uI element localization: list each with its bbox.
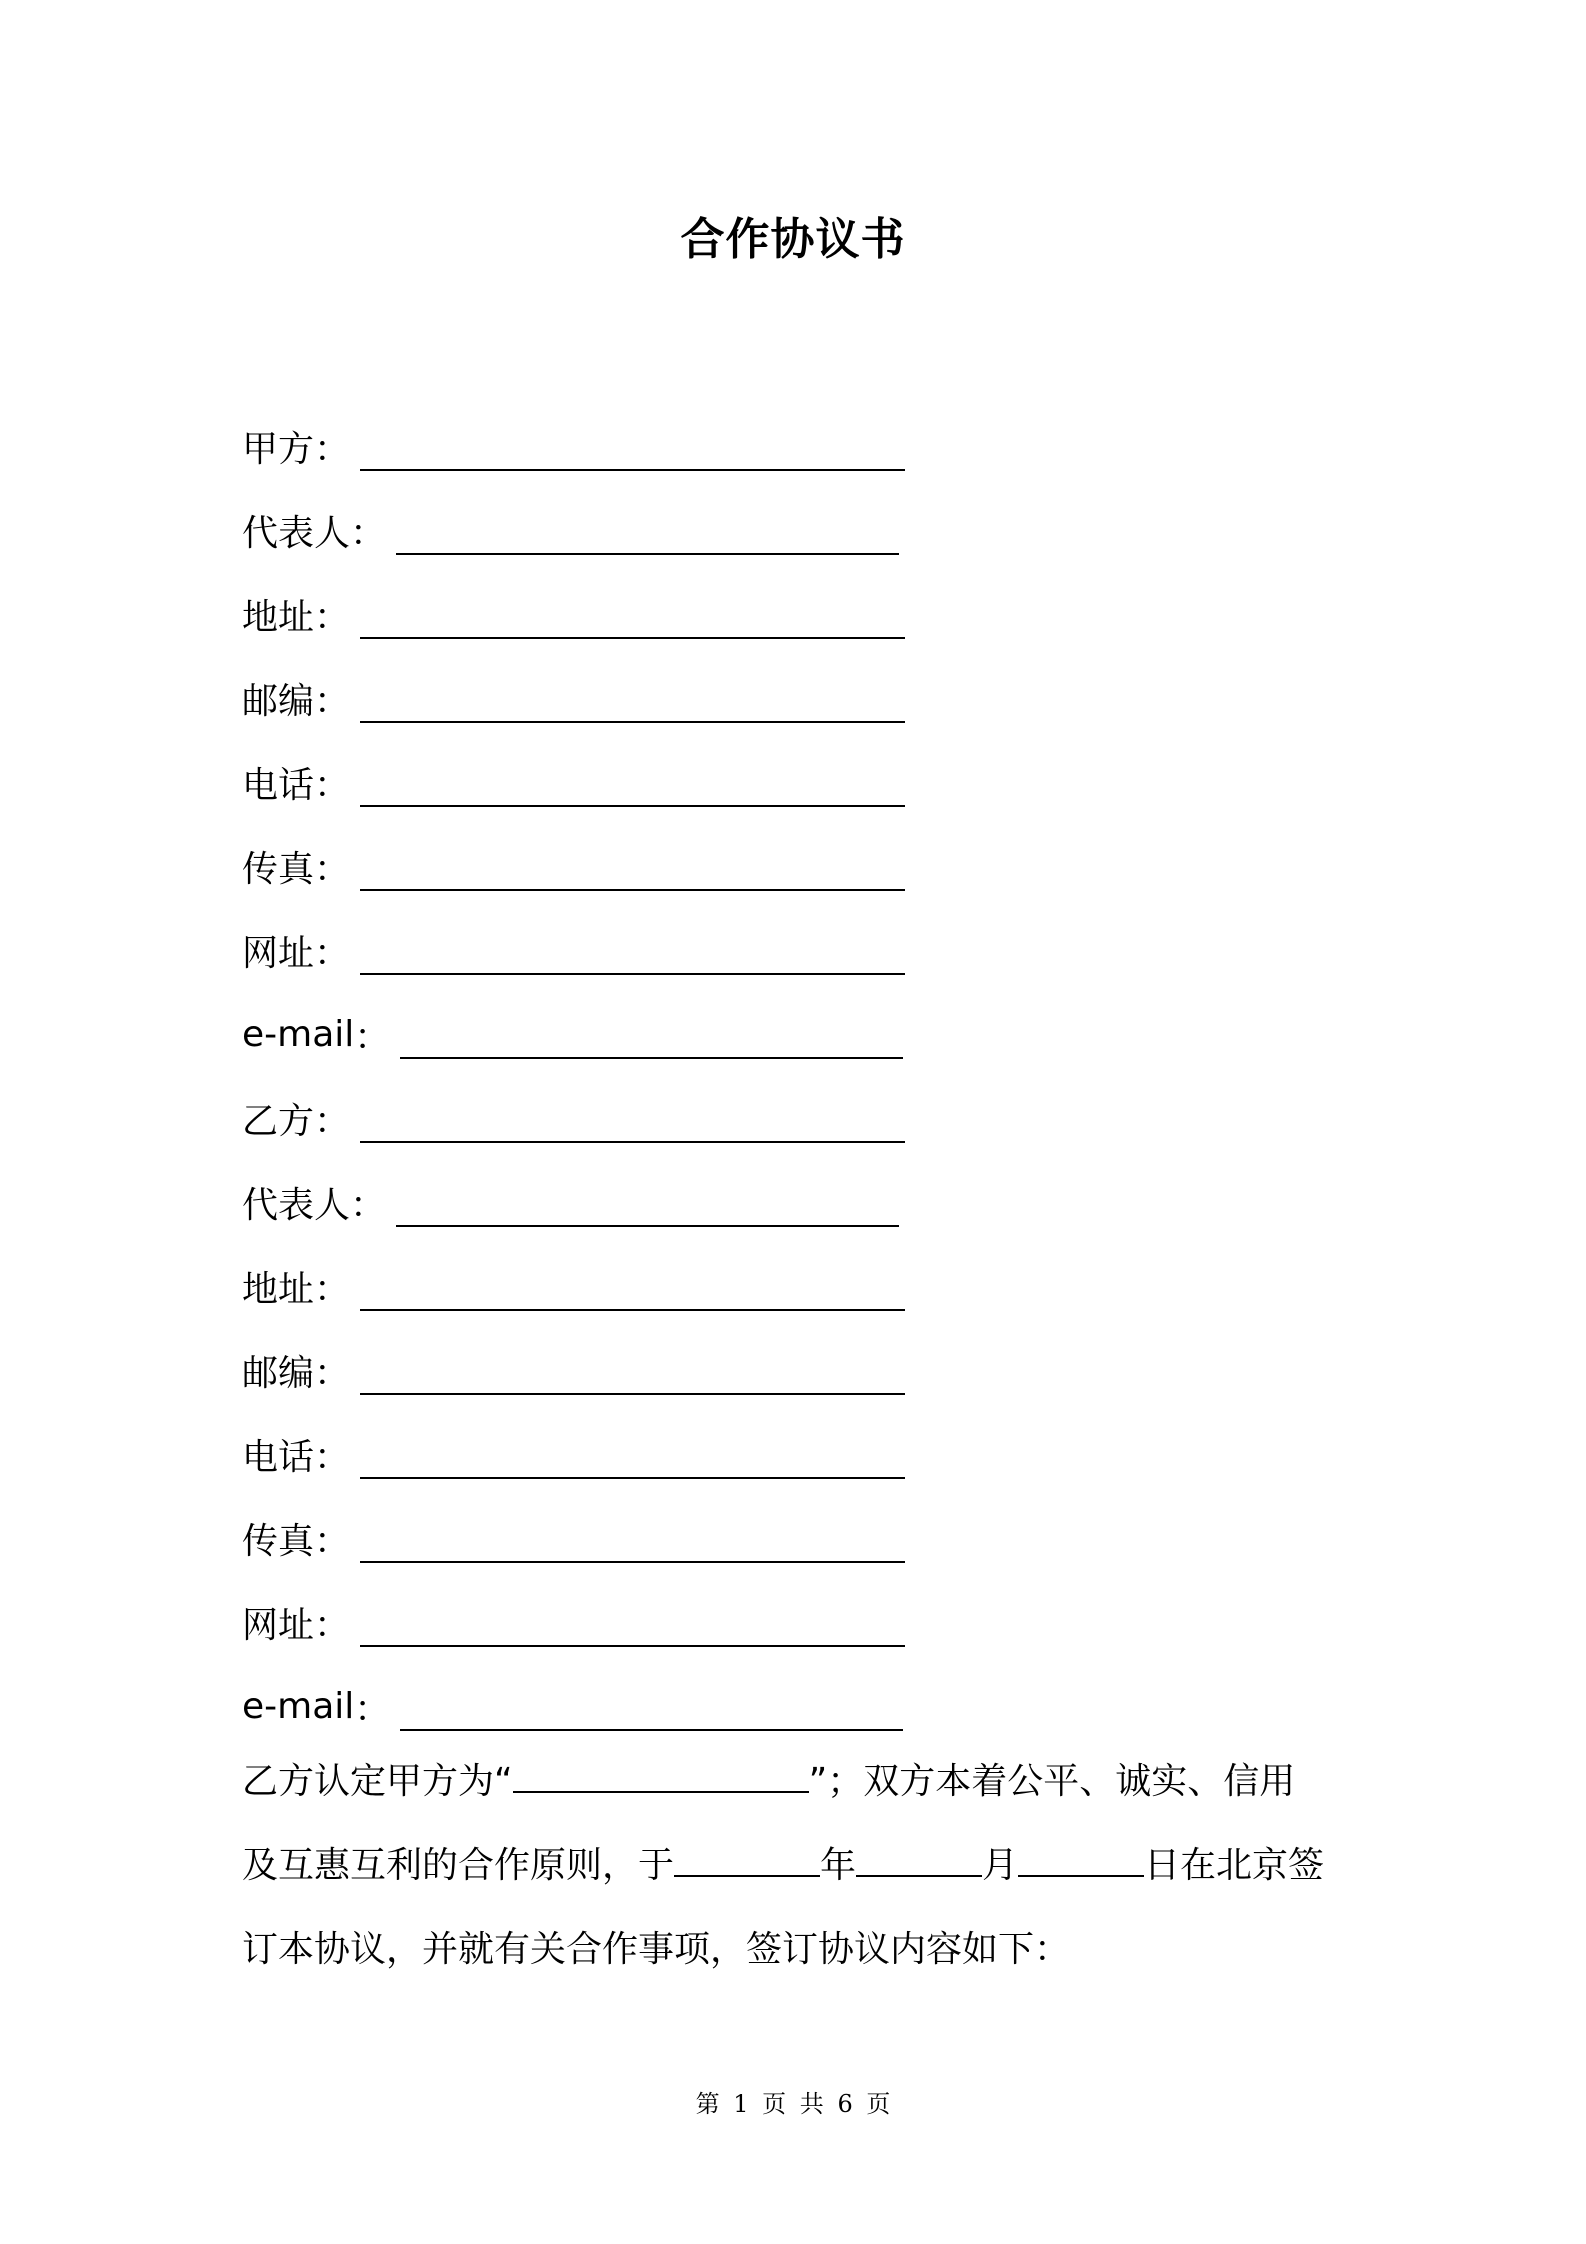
field-party-a-postcode	[242, 656, 1392, 740]
field-label: 电话	[242, 1436, 315, 1478]
fill-in-blank[interactable]	[360, 1353, 905, 1395]
fill-in-blank[interactable]	[360, 429, 905, 471]
field-colon: ：	[350, 512, 387, 554]
field-party-b-website	[242, 1580, 1392, 1664]
fill-in-blank[interactable]	[360, 1605, 905, 1647]
field-colon: ：	[314, 596, 351, 638]
paragraph-text: ”；双方本着公平、诚实、信用	[808, 1761, 1296, 1802]
fill-in-blank[interactable]	[360, 1101, 905, 1143]
fill-in-blank[interactable]	[360, 933, 905, 975]
fill-in-blank[interactable]	[360, 1521, 905, 1563]
field-party-b-address	[242, 1244, 1392, 1328]
fill-in-blank[interactable]	[396, 1185, 899, 1227]
field-colon: ：	[354, 1016, 391, 1058]
month-blank[interactable]	[856, 1845, 982, 1877]
field-colon: ：	[354, 1688, 391, 1730]
page-footer: 第 1 页 共 6 页	[695, 2090, 891, 2118]
paragraph-line	[242, 1908, 1392, 1992]
fill-in-blank[interactable]	[400, 1689, 903, 1731]
field-colon: ：	[314, 932, 351, 974]
field-label: 代表人	[242, 1184, 351, 1226]
field-colon: ：	[314, 1352, 351, 1394]
paragraph-text: 订本协议，并就有关合作事项，签订协议内容如下：	[242, 1929, 1071, 1970]
field-colon: ：	[314, 848, 351, 890]
field-party-b-postcode	[242, 1328, 1392, 1412]
field-label: 网址	[242, 932, 315, 974]
field-label: 代表人	[242, 512, 351, 554]
document-title: 合作协议书	[680, 214, 906, 265]
field-party-a-address	[242, 572, 1392, 656]
fill-in-blank[interactable]	[360, 681, 905, 723]
field-label: 电话	[242, 764, 315, 806]
party-info-fields	[242, 404, 1392, 1748]
field-party-a-phone	[242, 740, 1392, 824]
paragraph-text: 月	[982, 1845, 1019, 1886]
paragraph-text: 及互惠互利的合作原则，于	[242, 1845, 675, 1886]
year-blank[interactable]	[674, 1845, 820, 1877]
field-colon: ：	[314, 1100, 351, 1142]
field-party-b-phone	[242, 1412, 1392, 1496]
field-colon: ：	[314, 1268, 351, 1310]
field-colon: ：	[314, 1520, 351, 1562]
field-colon: ：	[350, 1184, 387, 1226]
field-label: 乙方	[242, 1100, 315, 1142]
fill-in-blank[interactable]	[360, 765, 905, 807]
fill-in-blank[interactable]	[396, 513, 899, 555]
fill-in-blank[interactable]	[360, 1269, 905, 1311]
field-party-b-representative	[242, 1160, 1392, 1244]
fill-in-blank[interactable]	[400, 1017, 903, 1059]
field-label: 邮编	[242, 680, 315, 722]
field-colon: ：	[314, 680, 351, 722]
field-label: 传真	[242, 848, 315, 890]
field-party-b-fax	[242, 1496, 1392, 1580]
fill-in-blank[interactable]	[360, 849, 905, 891]
field-label: 甲方	[242, 428, 315, 470]
field-colon: ：	[314, 1604, 351, 1646]
field-party-b	[242, 1076, 1392, 1160]
field-label: 地址	[242, 1268, 315, 1310]
fill-in-blank[interactable]	[360, 1437, 905, 1479]
field-party-a-representative	[242, 488, 1392, 572]
field-label: 传真	[242, 1520, 315, 1562]
field-label: e-mail	[242, 1013, 355, 1055]
field-label: e-mail	[242, 1685, 355, 1727]
field-label: 网址	[242, 1604, 315, 1646]
field-label: 邮编	[242, 1352, 315, 1394]
fill-in-blank[interactable]	[513, 1761, 809, 1793]
field-party-a-website	[242, 908, 1392, 992]
field-party-b-email	[242, 1664, 1392, 1748]
field-party-a-fax	[242, 824, 1392, 908]
fill-in-blank[interactable]	[360, 597, 905, 639]
field-colon: ：	[314, 764, 351, 806]
paragraph-text: 年	[820, 1845, 857, 1886]
field-colon: ：	[314, 428, 351, 470]
field-label: 地址	[242, 596, 315, 638]
field-party-a	[242, 404, 1392, 488]
field-party-a-email	[242, 992, 1392, 1076]
agreement-intro-paragraph	[242, 1740, 1392, 1992]
paragraph-line	[242, 1740, 1392, 1824]
paragraph-text: 乙方认定甲方为“	[242, 1761, 513, 1802]
paragraph-text: 日在北京签	[1144, 1845, 1325, 1886]
field-colon: ：	[314, 1436, 351, 1478]
day-blank[interactable]	[1018, 1845, 1144, 1877]
paragraph-line	[242, 1824, 1392, 1908]
